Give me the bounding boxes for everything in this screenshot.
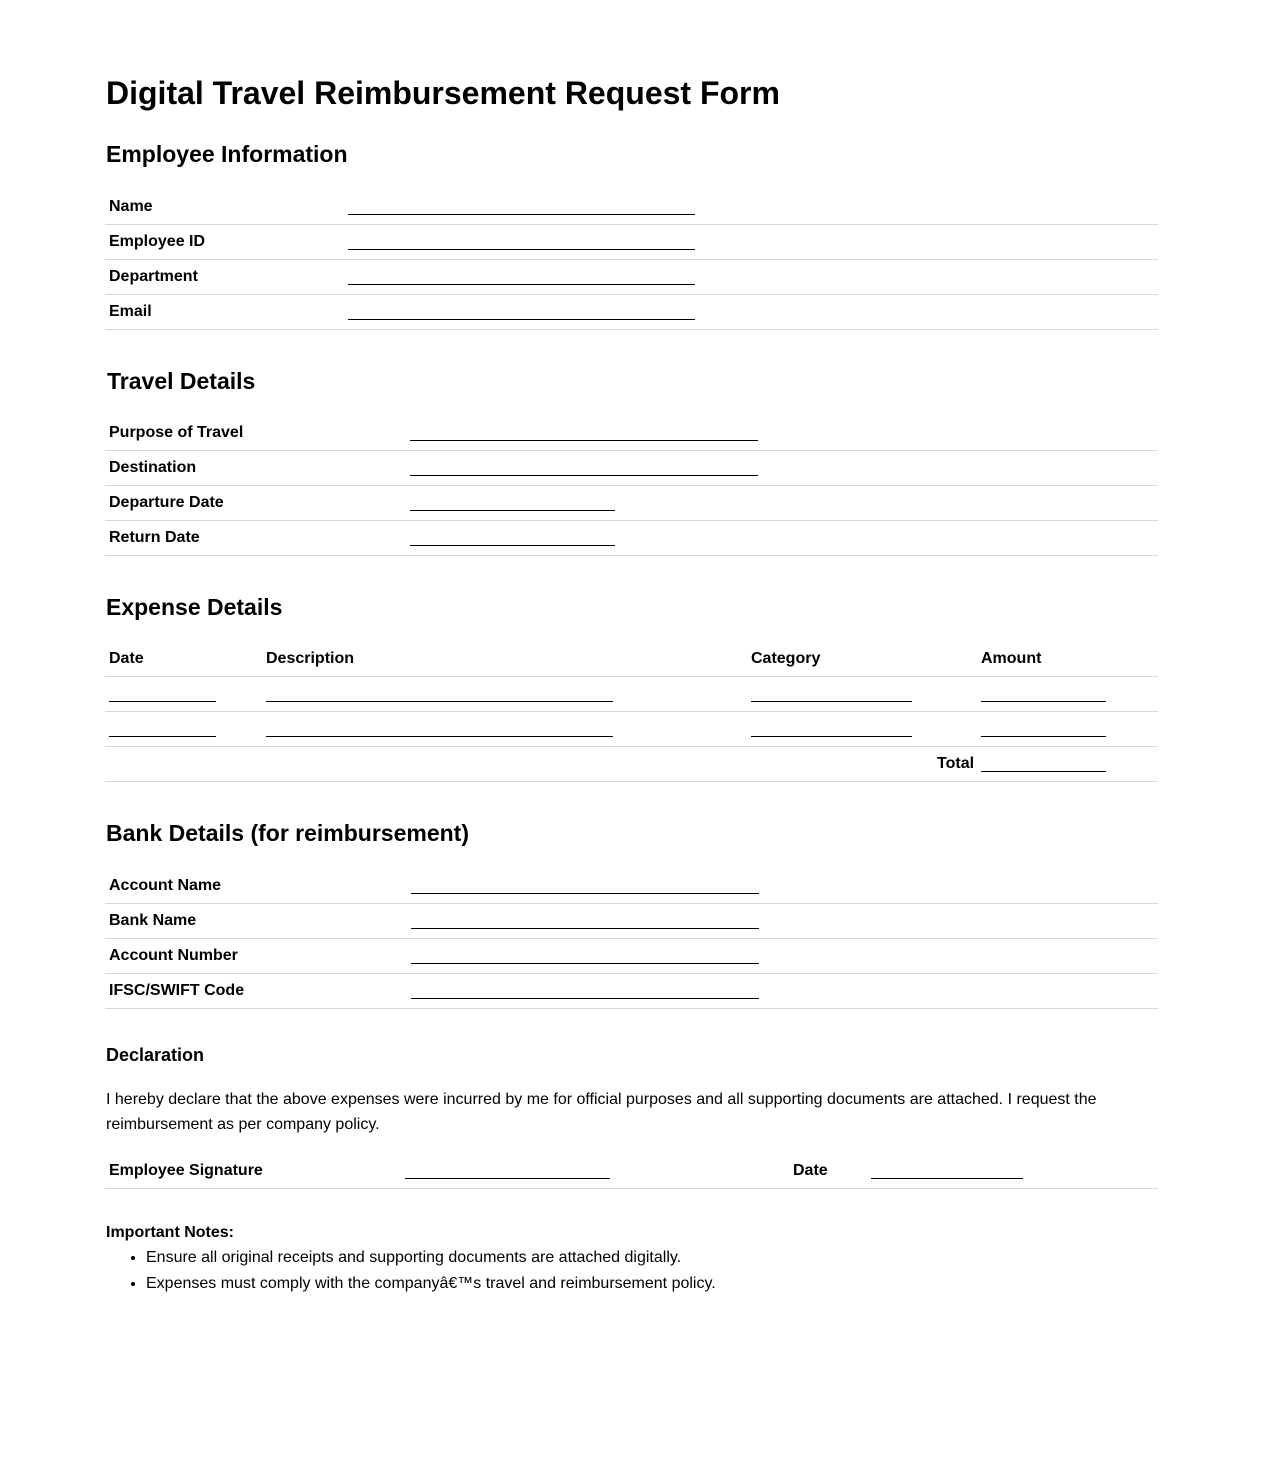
expense-description-field[interactable] [266,736,613,737]
bank-name-field[interactable] [411,928,759,929]
row-divider [105,973,1158,974]
bank-name-label: Bank Name [109,912,197,929]
name-field[interactable] [348,214,695,215]
expense-amount-field[interactable] [981,736,1106,737]
row-divider [105,520,1158,521]
departure-date-label: Departure Date [109,494,224,511]
employee-section-heading: Employee Information [106,141,348,167]
signature-field[interactable] [405,1178,610,1179]
purpose-field[interactable] [410,440,758,441]
row-divider [105,676,1158,677]
return-date-field[interactable] [410,545,615,546]
row-divider [105,555,1158,556]
notes-list [106,1245,1046,1297]
bank-section-heading: Bank Details (for reimbursement) [106,820,469,846]
row-divider [105,746,1158,747]
expense-date-field[interactable] [109,736,216,737]
ifsc-swift-field[interactable] [411,998,759,999]
purpose-label: Purpose of Travel [109,424,244,441]
name-label: Name [109,198,153,215]
row-divider [105,294,1158,295]
row-divider [105,781,1158,782]
row-divider [105,1008,1158,1009]
notes-title: Important Notes: [106,1224,234,1241]
column-header-amount: Amount [981,650,1042,667]
email-label: Email [109,303,152,320]
signature-label: Employee Signature [109,1162,263,1179]
total-label: Total [937,755,975,772]
row-divider [105,450,1158,451]
return-date-label: Return Date [109,529,200,546]
row-divider [105,1188,1158,1189]
email-field[interactable] [348,319,695,320]
list-item: • Ensure all original receipts and supporting documents are attached digitally. [146,1245,1046,1271]
column-header-description: Description [266,650,355,667]
total-amount-field[interactable] [981,771,1106,772]
expense-category-field[interactable] [751,701,912,702]
column-header-date: Date [109,650,144,667]
departure-date-field[interactable] [410,510,615,511]
declaration-date-label: Date [793,1162,828,1179]
employee-id-field[interactable] [348,249,695,250]
row-divider [105,711,1158,712]
page-title: Digital Travel Reimbursement Request Form [106,75,780,111]
row-divider [105,485,1158,486]
travel-section-heading: Travel Details [107,368,256,394]
declaration-date-field[interactable] [871,1178,1023,1179]
ifsc-swift-label: IFSC/SWIFT Code [109,982,245,999]
expense-amount-field[interactable] [981,701,1106,702]
department-label: Department [109,268,198,285]
employee-id-label: Employee ID [109,233,206,250]
row-divider [105,938,1158,939]
column-header-category: Category [751,650,821,667]
department-field[interactable] [348,284,695,285]
expense-description-field[interactable] [266,701,613,702]
row-divider [105,224,1158,225]
account-number-field[interactable] [411,963,759,964]
row-divider [105,329,1158,330]
declaration-heading: Declaration [106,1045,205,1065]
destination-label: Destination [109,459,197,476]
account-number-label: Account Number [109,947,238,964]
destination-field[interactable] [410,475,758,476]
declaration-text: I hereby declare that the above expenses were incurred by me for official purposes and all supporting documents are attached. I request the reimbursement as per company policy. [106,1091,1097,1133]
list-item: • Expenses must comply with the companyâ€™s travel and reimbursement policy. [146,1271,1046,1297]
account-name-field[interactable] [411,893,759,894]
expense-section-heading: Expense Details [106,594,283,620]
account-name-label: Account Name [109,877,222,894]
row-divider [105,259,1158,260]
row-divider [105,903,1158,904]
expense-date-field[interactable] [109,701,216,702]
expense-category-field[interactable] [751,736,912,737]
